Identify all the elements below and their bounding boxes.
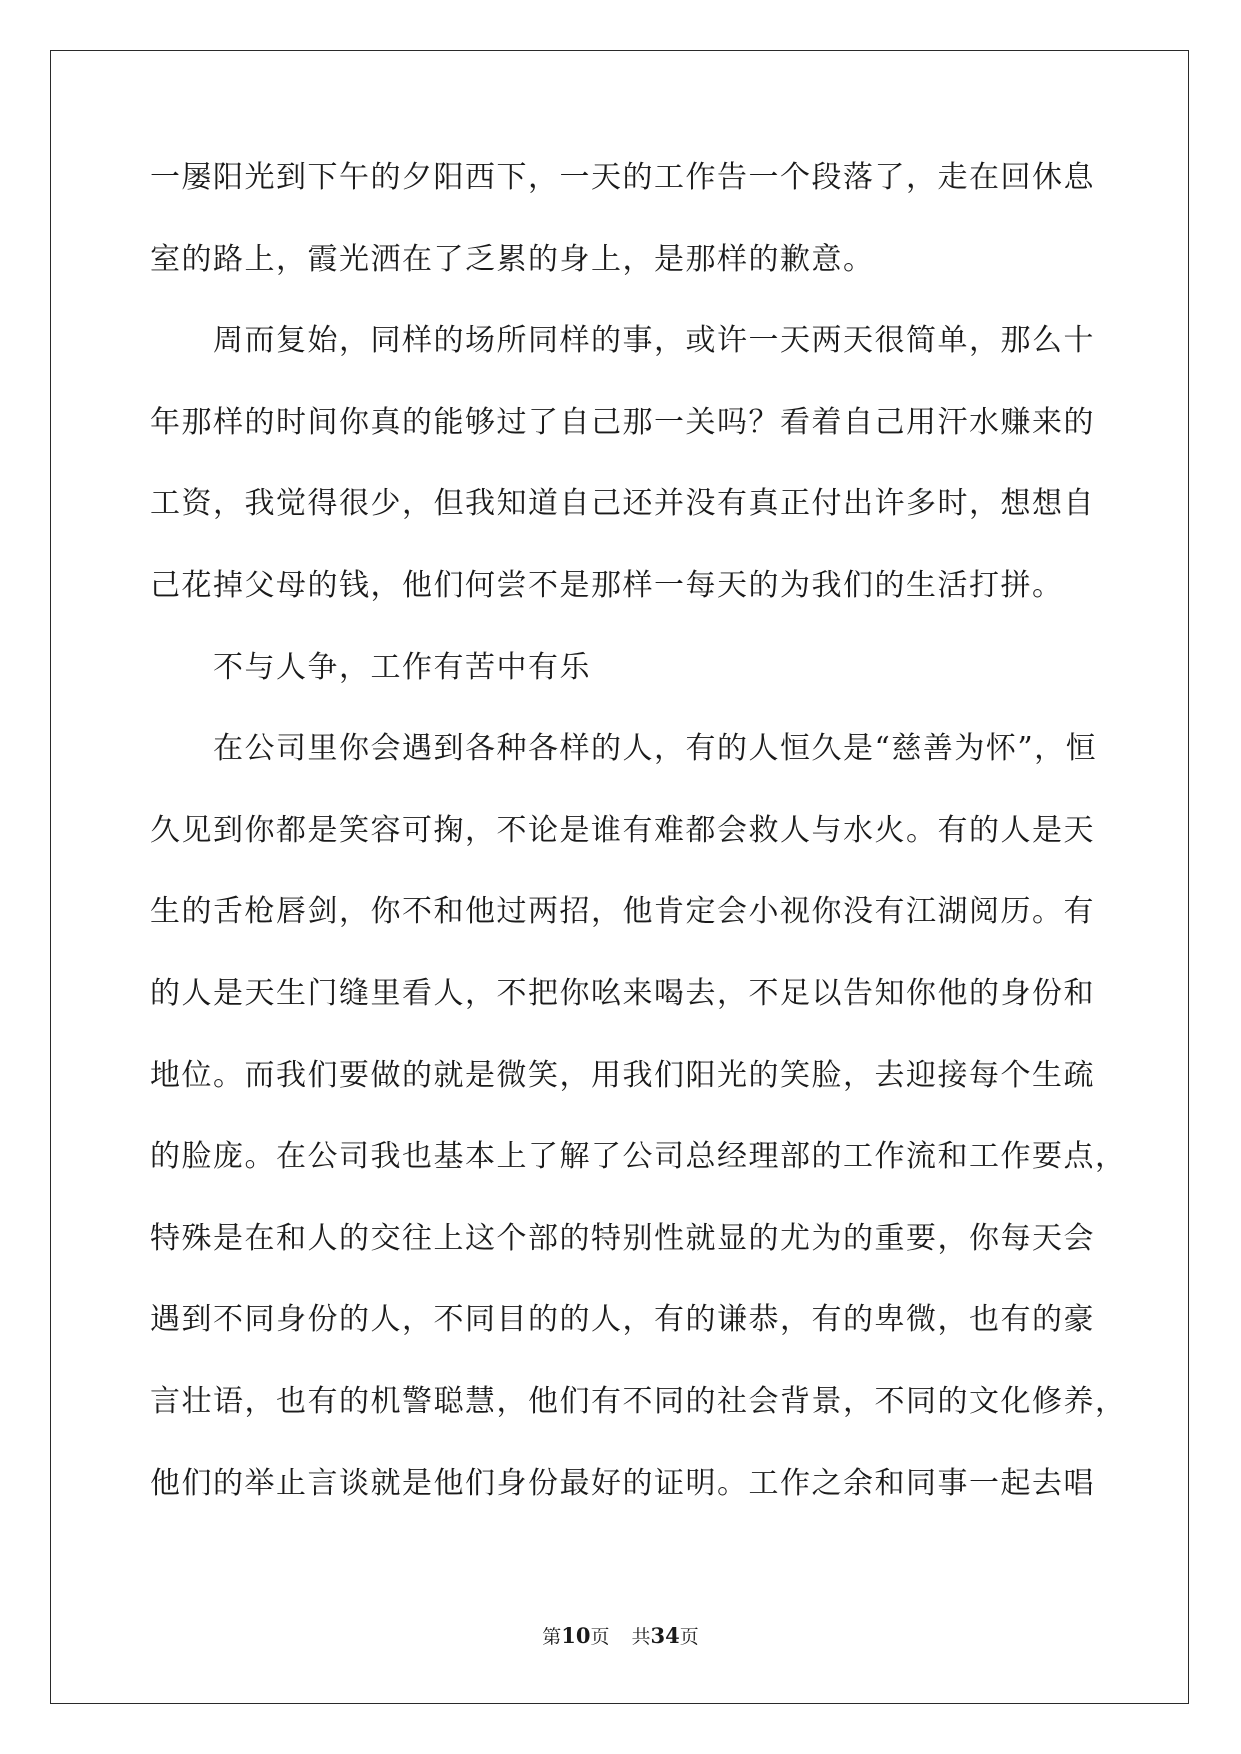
text-line: 地位。而我们要做的就是微笑，用我们阳光的笑脸，去迎接每个生疏	[150, 1057, 1095, 1093]
text-line: 特殊是在和人的交往上这个部的特别性就显的尤为的重要，你每天会	[150, 1220, 1095, 1256]
page-prefix: 第	[542, 1626, 562, 1648]
text-line: 生的舌枪唇剑，你不和他过两招，他肯定会小视你没有江湖阅历。有	[150, 894, 1095, 930]
page-footer	[0, 1624, 1241, 1649]
document-body	[150, 160, 1127, 1547]
page-current: 10	[561, 1623, 591, 1648]
text-line: 一屡阳光到下午的夕阳西下，一天的工作告一个段落了，走在回休息	[150, 160, 1095, 195]
text-line: 在公司里你会遇到各种各样的人，有的人恒久是“慈善为怀”，恒	[150, 731, 1098, 767]
text-line: 己花掉父母的钱，他们何尝不是那样一每天的为我们的生活打拼。	[150, 567, 1064, 603]
page-suffix: 页	[590, 1626, 610, 1648]
text-line: 室的路上，霞光洒在了乏累的身上，是那样的歉意。	[150, 241, 875, 277]
section-heading: 不与人争，工作有苦中有乐	[150, 649, 591, 685]
total-suffix: 页	[679, 1626, 699, 1648]
total-prefix: 共	[631, 1626, 651, 1648]
text-line: 言壮语，也有的机警聪慧，他们有不同的社会背景，不同的文化修养，	[150, 1383, 1127, 1419]
text-line: 遇到不同身份的人，不同目的的人，有的谦恭，有的卑微，也有的豪	[150, 1302, 1095, 1338]
text-line: 年那样的时间你真的能够过了自己那一关吗？看着自己用汗水赚来的	[150, 404, 1095, 440]
page-total: 34	[650, 1623, 680, 1648]
text-line: 工资，我觉得很少，但我知道自己还并没有真正付出许多时，想想自	[150, 486, 1095, 522]
text-line: 他们的举止言谈就是他们身份最好的证明。工作之余和同事一起去唱	[150, 1465, 1095, 1501]
text-line: 的人是天生门缝里看人，不把你吆来喝去，不足以告知你他的身份和	[150, 975, 1095, 1011]
text-line: 久见到你都是笑容可掬，不论是谁有难都会救人与水火。有的人是天	[150, 812, 1095, 848]
text-line: 的脸庞。在公司我也基本上了解了公司总经理部的工作流和工作要点，	[150, 1139, 1127, 1175]
text-line: 周而复始，同样的场所同样的事，或许一天两天很简单，那么十	[150, 323, 1095, 359]
